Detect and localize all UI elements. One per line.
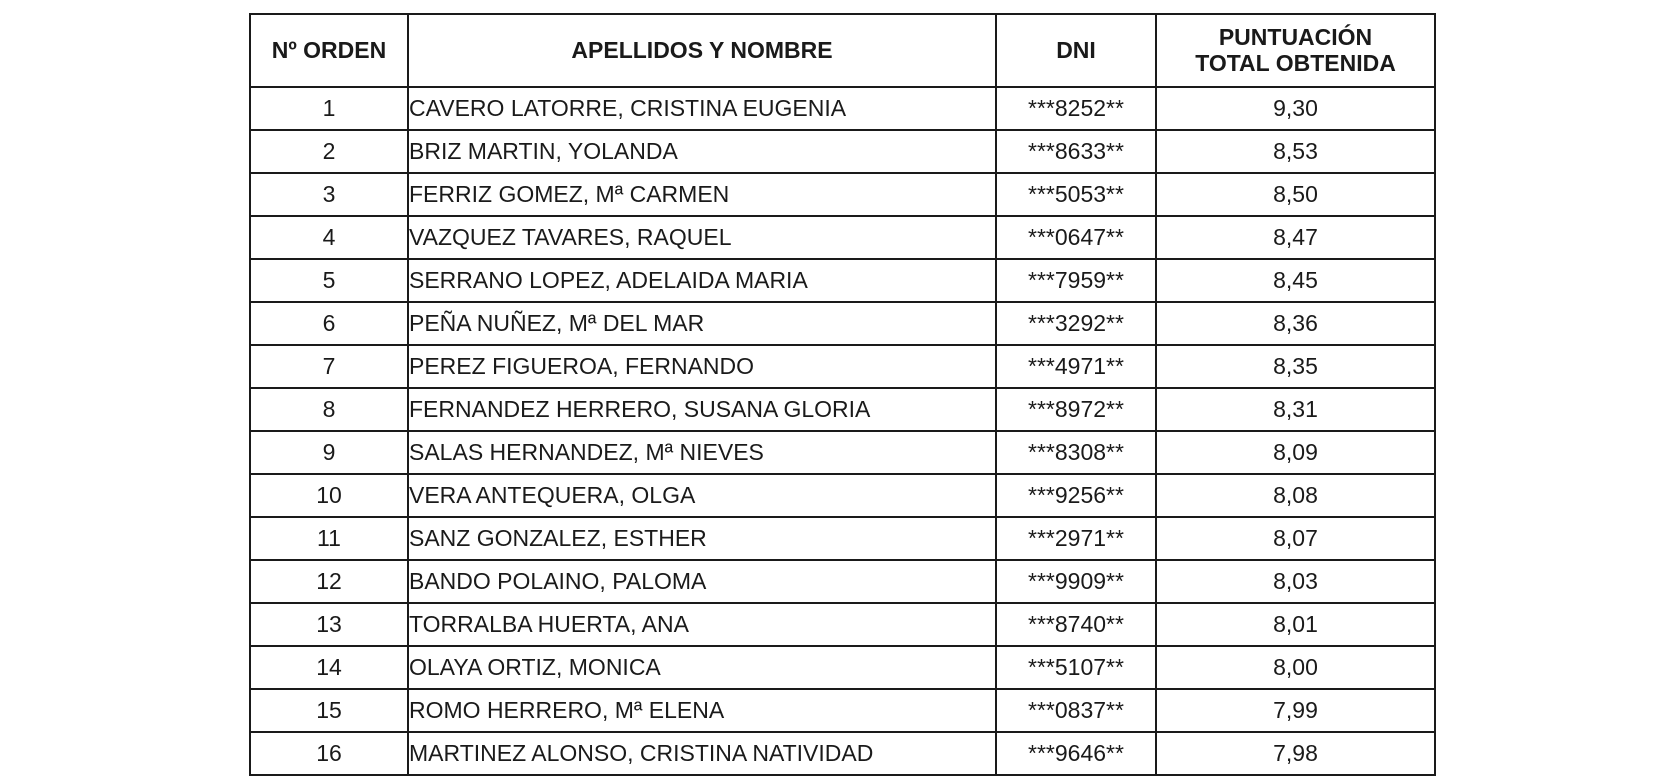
row-name-cell: FERRIZ GOMEZ, Mª CARMEN — [408, 173, 996, 216]
row-score-cell: 7,99 — [1156, 689, 1435, 732]
row-name-cell: SANZ GONZALEZ, ESTHER — [408, 517, 996, 560]
row-score-cell: 8,09 — [1156, 431, 1435, 474]
row-dni-cell: ***8972** — [996, 388, 1156, 431]
row-orden-cell: 9 — [250, 431, 408, 474]
row-score-cell: 8,45 — [1156, 259, 1435, 302]
table-row — [250, 732, 1435, 775]
row-orden-cell: 8 — [250, 388, 408, 431]
row-name-cell: TORRALBA HUERTA, ANA — [408, 603, 996, 646]
row-orden-cell: 4 — [250, 216, 408, 259]
row-score-cell: 8,00 — [1156, 646, 1435, 689]
table-row — [250, 87, 1435, 130]
row-score-cell: 8,31 — [1156, 388, 1435, 431]
row-dni-cell: ***5107** — [996, 646, 1156, 689]
row-name-cell: MARTINEZ ALONSO, CRISTINA NATIVIDAD — [408, 732, 996, 775]
results-table — [249, 13, 1436, 776]
row-dni-cell: ***9909** — [996, 560, 1156, 603]
row-score-cell: 9,30 — [1156, 87, 1435, 130]
row-name-cell: BANDO POLAINO, PALOMA — [408, 560, 996, 603]
table-row — [250, 474, 1435, 517]
row-orden-cell: 2 — [250, 130, 408, 173]
row-dni-cell: ***4971** — [996, 345, 1156, 388]
row-dni-cell: ***8308** — [996, 431, 1156, 474]
row-name-cell: OLAYA ORTIZ, MONICA — [408, 646, 996, 689]
row-name-cell: VERA ANTEQUERA, OLGA — [408, 474, 996, 517]
row-orden-cell: 11 — [250, 517, 408, 560]
row-name-cell: BRIZ MARTIN, YOLANDA — [408, 130, 996, 173]
row-score-cell: 8,07 — [1156, 517, 1435, 560]
row-name-cell: ROMO HERRERO, Mª ELENA — [408, 689, 996, 732]
row-orden-cell: 13 — [250, 603, 408, 646]
row-dni-cell: ***3292** — [996, 302, 1156, 345]
row-orden-cell: 6 — [250, 302, 408, 345]
table-row — [250, 130, 1435, 173]
table-row — [250, 216, 1435, 259]
table-body — [250, 87, 1435, 775]
table-row — [250, 431, 1435, 474]
row-dni-cell: ***8633** — [996, 130, 1156, 173]
table-row — [250, 603, 1435, 646]
header-score — [1156, 14, 1435, 87]
row-orden-cell: 5 — [250, 259, 408, 302]
row-dni-cell: ***9646** — [996, 732, 1156, 775]
row-name-cell: FERNANDEZ HERRERO, SUSANA GLORIA — [408, 388, 996, 431]
table-row — [250, 689, 1435, 732]
row-orden-cell: 10 — [250, 474, 408, 517]
table-row — [250, 517, 1435, 560]
row-orden-cell: 3 — [250, 173, 408, 216]
row-score-cell: 8,35 — [1156, 345, 1435, 388]
row-orden-cell: 12 — [250, 560, 408, 603]
row-score-cell: 8,01 — [1156, 603, 1435, 646]
table-row — [250, 302, 1435, 345]
row-orden-cell: 1 — [250, 87, 408, 130]
table-row — [250, 345, 1435, 388]
row-score-cell: 7,98 — [1156, 732, 1435, 775]
row-name-cell: PEÑA NUÑEZ, Mª DEL MAR — [408, 302, 996, 345]
header-score-line-1: PUNTUACIÓN — [1218, 24, 1373, 51]
table-header-row — [250, 14, 1435, 87]
row-score-cell: 8,03 — [1156, 560, 1435, 603]
row-orden-cell: 15 — [250, 689, 408, 732]
row-dni-cell: ***8740** — [996, 603, 1156, 646]
row-name-cell: VAZQUEZ TAVARES, RAQUEL — [408, 216, 996, 259]
table-row — [250, 173, 1435, 216]
row-orden-cell: 14 — [250, 646, 408, 689]
table-row — [250, 646, 1435, 689]
row-dni-cell: ***8252** — [996, 87, 1156, 130]
row-name-cell: CAVERO LATORRE, CRISTINA EUGENIA — [408, 87, 996, 130]
table-row — [250, 259, 1435, 302]
row-dni-cell: ***5053** — [996, 173, 1156, 216]
row-dni-cell: ***7959** — [996, 259, 1156, 302]
row-orden-cell: 7 — [250, 345, 408, 388]
table-row — [250, 388, 1435, 431]
row-score-cell: 8,50 — [1156, 173, 1435, 216]
row-score-cell: 8,36 — [1156, 302, 1435, 345]
results-sheet — [249, 13, 1436, 776]
header-dni: DNI — [996, 14, 1156, 87]
row-name-cell: SERRANO LOPEZ, ADELAIDA MARIA — [408, 259, 996, 302]
row-dni-cell: ***0837** — [996, 689, 1156, 732]
header-score-line-2: TOTAL OBTENIDA — [1195, 49, 1396, 76]
row-score-cell: 8,53 — [1156, 130, 1435, 173]
row-name-cell: SALAS HERNANDEZ, Mª NIEVES — [408, 431, 996, 474]
row-dni-cell: ***2971** — [996, 517, 1156, 560]
row-name-cell: PEREZ FIGUEROA, FERNANDO — [408, 345, 996, 388]
table-row — [250, 560, 1435, 603]
row-score-cell: 8,08 — [1156, 474, 1435, 517]
row-score-cell: 8,47 — [1156, 216, 1435, 259]
header-name: APELLIDOS Y NOMBRE — [408, 14, 996, 87]
row-dni-cell: ***0647** — [996, 216, 1156, 259]
header-orden: Nº ORDEN — [250, 14, 408, 87]
row-orden-cell: 16 — [250, 732, 408, 775]
row-dni-cell: ***9256** — [996, 474, 1156, 517]
